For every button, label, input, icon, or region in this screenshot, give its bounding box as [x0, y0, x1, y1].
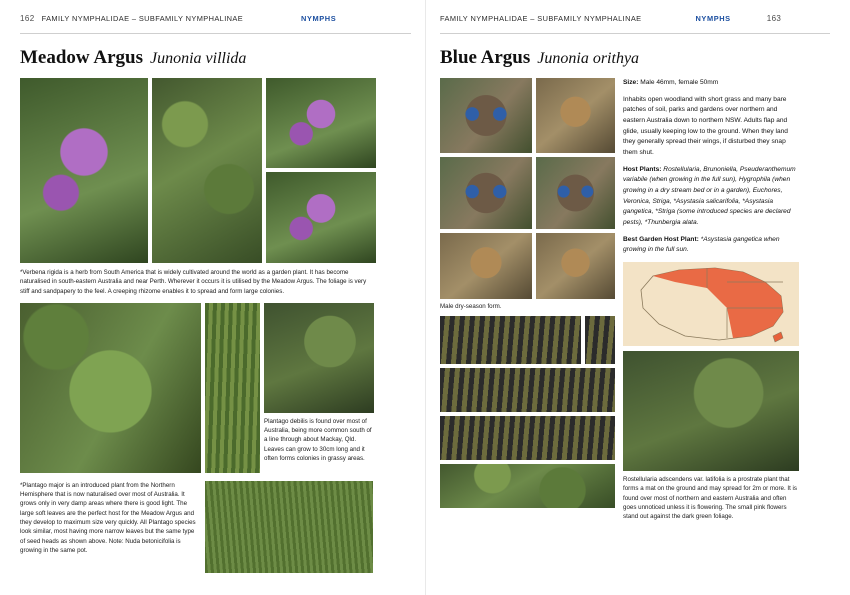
left-header-rule — [20, 33, 411, 34]
best-garden-paragraph — [623, 235, 799, 256]
photo-plantago-seed-spike — [205, 303, 260, 473]
photo-blue-argus-male-spread — [536, 157, 615, 229]
photo-plantago-major-rosette — [20, 303, 201, 473]
caption-plantago-major: *Plantago major is an introduced plant from the Northern Hemisphere that is now naturalised over most of Australia. It grows only in very damp areas where there is good light. The large soft leaves are the perfect host for the Meadow Argus and they develop to maximum size very quickly. All Plantago species look similar, most having more narrow leaves but the same type of seed heads as shown above. Note: Nuda betonicifolia is growing in the same pot. — [20, 481, 196, 554]
right-running-head — [440, 14, 830, 28]
species-description — [623, 78, 799, 256]
photo-larva-on-leaf — [440, 464, 615, 508]
size-value: Male 46mm, female 50mm — [638, 79, 719, 86]
photo-blue-argus-female-upperside — [440, 157, 532, 229]
left-bottom-row — [20, 479, 411, 573]
left-running-head-family: FAMILY NYMPHALIDAE – SUBFAMILY NYMPHALINAE — [41, 14, 244, 23]
photo-larva-striped-2 — [440, 368, 615, 412]
photo-plantago-debilis-plant — [264, 303, 374, 413]
right-header-rule — [440, 33, 830, 34]
photo-larva-spiny-dark — [440, 416, 615, 460]
caption-plantago-debilis: Plantago debilis is found over most of Australia, being more common south of a line through about Mackay, Qld. Leaves can grow to 30cm long and it often forms colonies in grassy areas. — [264, 417, 372, 463]
size-heading: Size: — [623, 79, 639, 86]
photo-blue-argus-underside-brown — [536, 78, 615, 153]
photo-verbena-flowers-wide — [20, 78, 148, 263]
caption-rostellularia: Rostellularia adscendens var. latifolia is a prostrate plant that forms a mat on the ground and may spread for 2m or more. It is found over most of northern and eastern Australia and often goes unnoticed unless it is flowering. The small pink flowers stand out against the dark green foliage. — [623, 476, 798, 521]
photo-verbena-flower-head-top — [266, 78, 376, 168]
caption-verbena: *Verbena rigida is a herb from South America that is widely cultivated around the world as a garden plant. It has become naturalised in south-eastern Australia and near Perth. Wherever it occurs it is utilised by the Meadow Argus. The foliage is very stiff and sandpapery to the feel. A creeping rhizome enables it to spread and form large colonies. — [20, 269, 367, 295]
photo-plantago-debilis-colony — [205, 481, 373, 573]
host-plants-paragraph — [623, 165, 799, 229]
right-page — [425, 0, 850, 595]
left-middle-photo-row — [20, 303, 411, 473]
best-garden-heading: Best Garden Host Plant: — [623, 235, 699, 243]
photo-verbena-foliage — [152, 78, 262, 263]
distribution-map-australia — [623, 262, 799, 346]
photo-verbena-flower-head-bottom — [266, 172, 376, 263]
right-folio: 163 — [766, 14, 782, 23]
photo-blue-argus-dry-season-form — [440, 233, 532, 299]
map-svg — [623, 262, 799, 346]
right-title-scientific: Junonia orithya — [537, 50, 640, 67]
left-top-photo-row — [20, 78, 411, 263]
right-title-common: Blue Argus — [440, 47, 531, 68]
host-plants-list: Rostellularia, Brunoniella, Pseuderanthemum variabile (when growing in the full sun), Hygrophila (when growing in a dry stream bed or in a garden), Euchores, Veronica, Striga, *Asystasia salicarifolia, *Asystasia gangetica, *Striga (some introduced species are declared pests), *Thunbergia alata. — [623, 165, 796, 227]
left-running-head-section: NYMPHS — [301, 14, 337, 23]
photo-blue-argus-male-upperside — [440, 78, 532, 153]
left-title-scientific: Junonia villida — [149, 50, 247, 67]
photo-rostellularia-mat — [623, 351, 799, 471]
host-plants-heading: Host Plants: — [623, 165, 662, 173]
caption-male-dry-season: Male dry-season form. — [440, 303, 502, 310]
photo-blue-argus-resting — [536, 233, 615, 299]
left-page-title — [20, 47, 411, 69]
right-page-title — [440, 47, 830, 69]
left-running-head — [20, 14, 411, 28]
habitat-paragraph: Inhabits open woodland with short grass and many bare patches of soil, parks and gardens over northern and eastern Australia down to northern NSW. Adults flap and glide, usually keeping low to the ground. When they land they generally spread their wings, if disturbed they snap them shut. — [623, 95, 788, 157]
right-text-column — [623, 78, 799, 522]
photo-larva-striped-1 — [440, 316, 581, 364]
right-running-head-section: NYMPHS — [695, 14, 731, 23]
right-running-head-family: FAMILY NYMPHALIDAE – SUBFAMILY NYMPHALINAE — [440, 14, 642, 23]
left-title-common: Meadow Argus — [20, 47, 143, 68]
right-two-column-area — [440, 78, 830, 522]
right-photo-column — [440, 78, 615, 522]
best-garden-value: *Asystasia gangetica when growing in the full sun. — [623, 235, 780, 254]
size-paragraph — [623, 78, 799, 89]
photo-larva-vertical — [585, 316, 615, 364]
left-folio: 162 — [20, 14, 35, 23]
